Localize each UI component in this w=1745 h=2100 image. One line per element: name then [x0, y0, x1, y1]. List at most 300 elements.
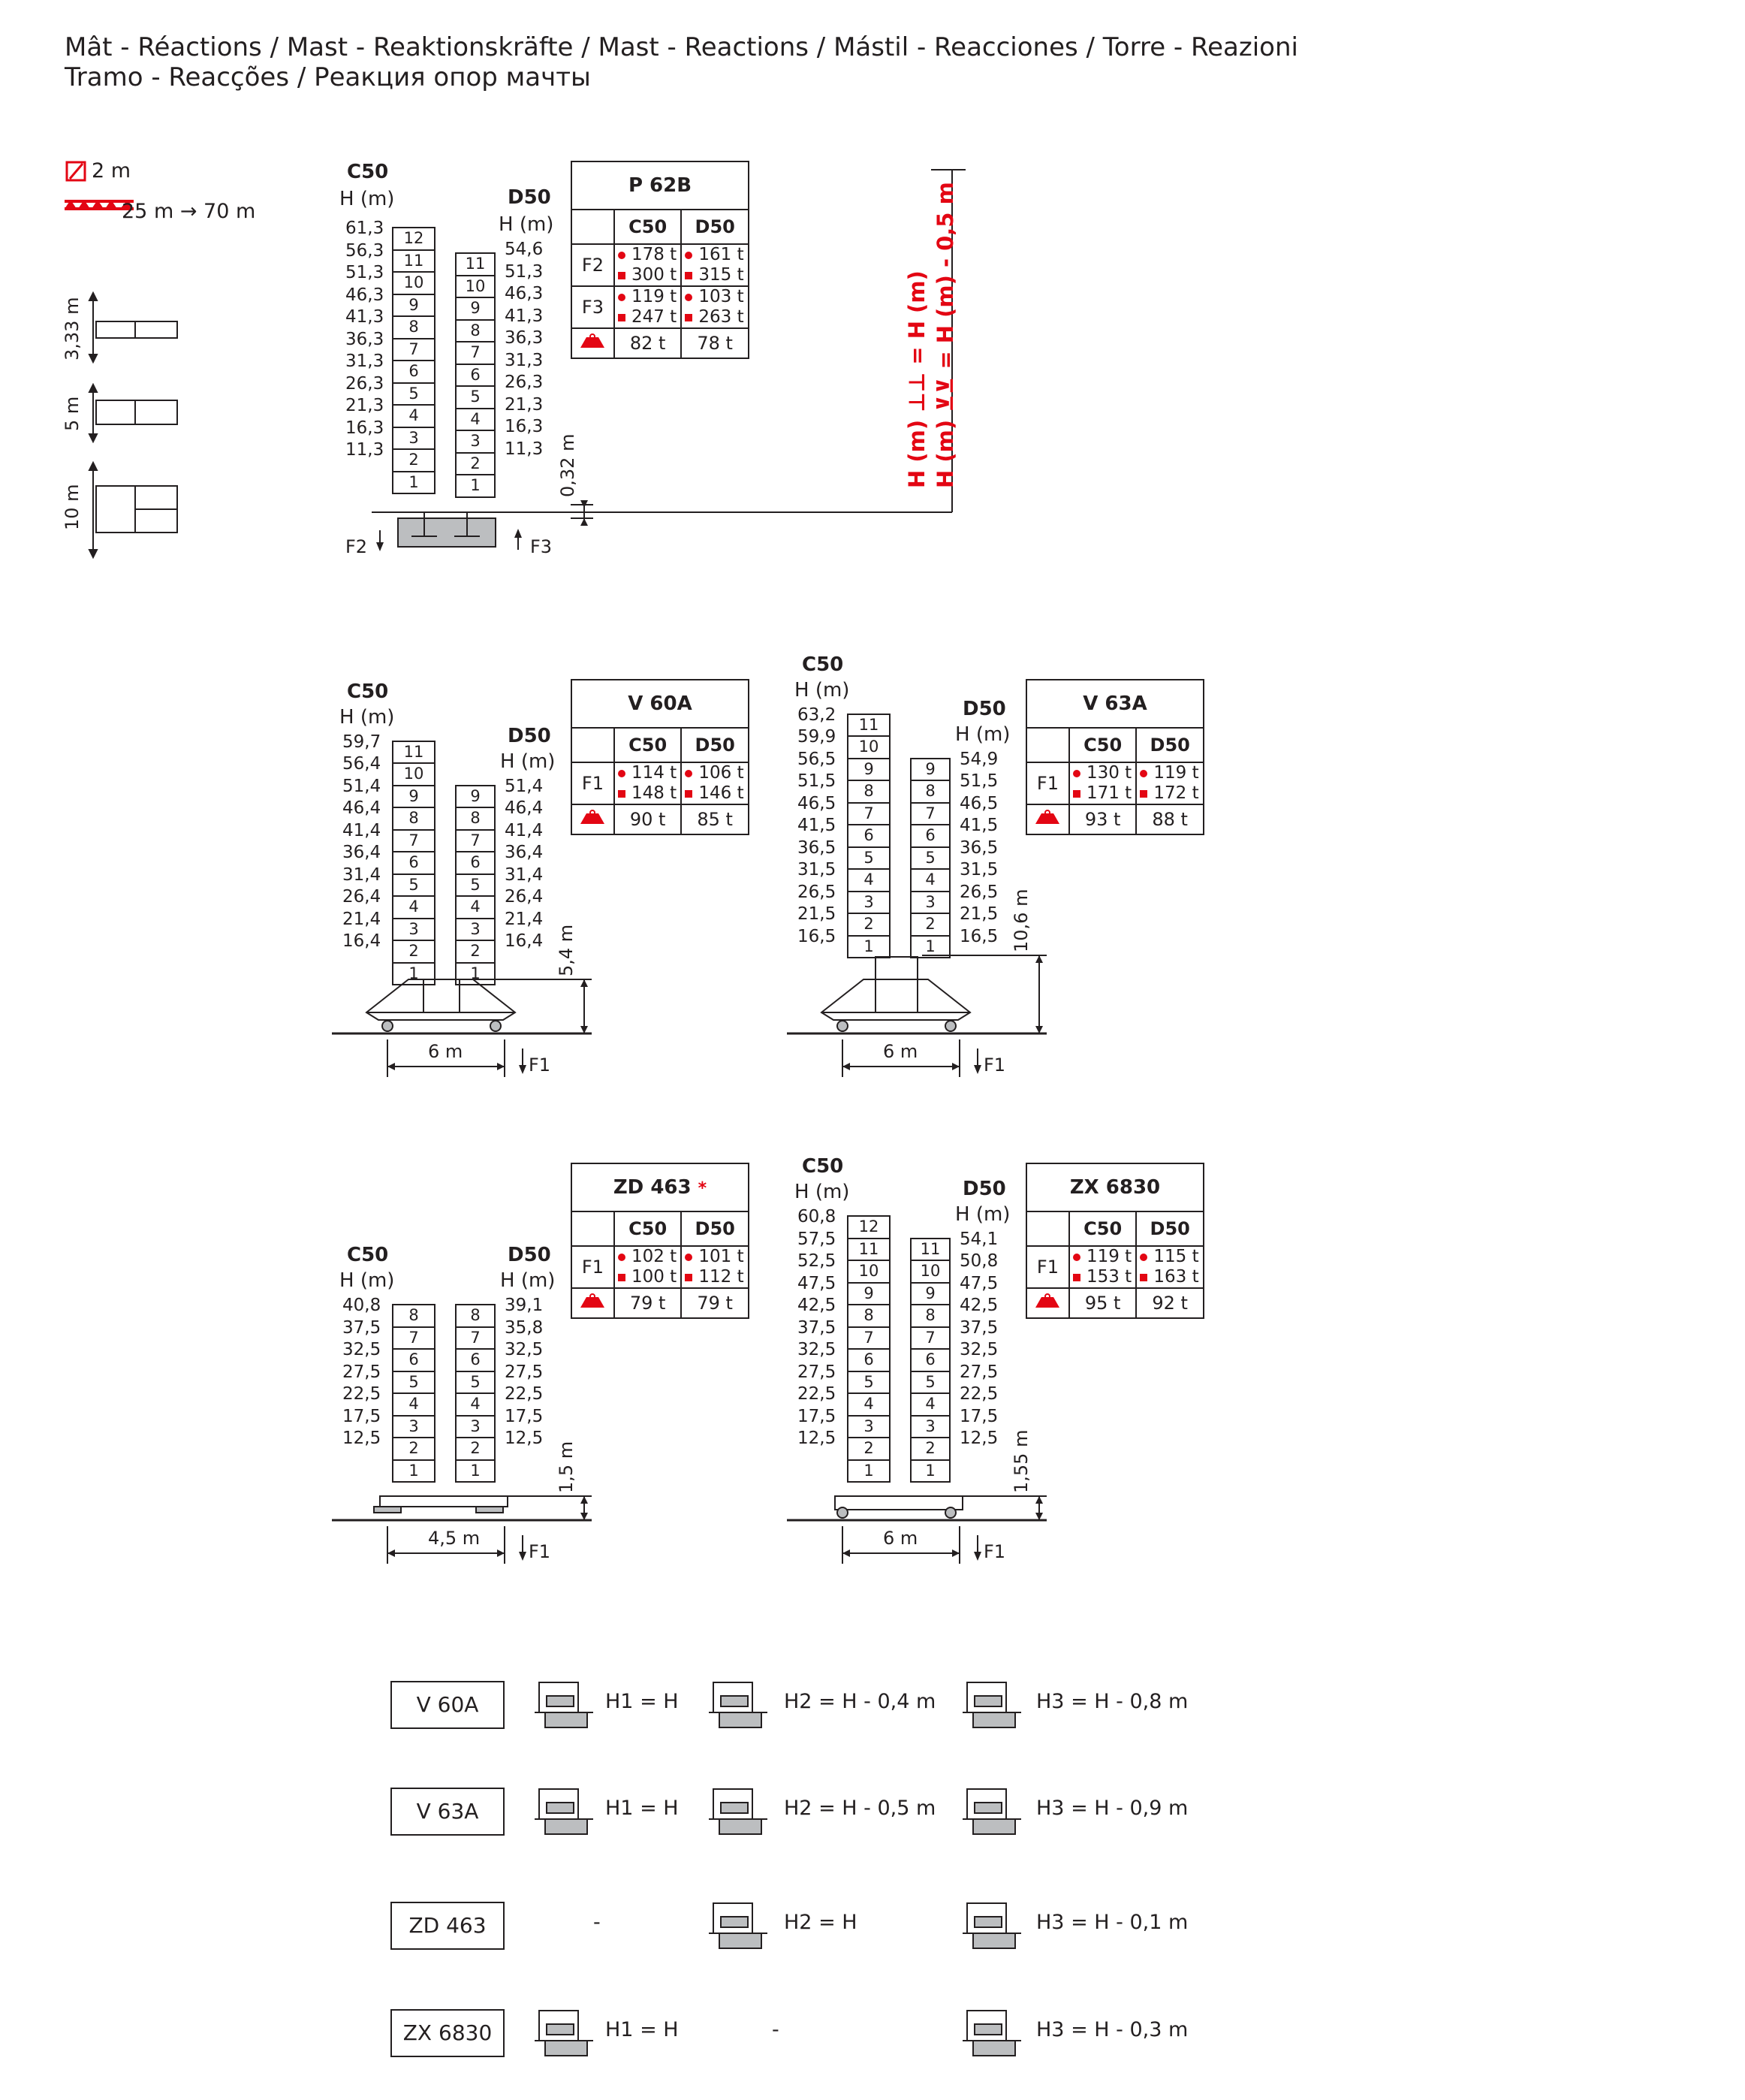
zx6830-c50-section-6: 6 [848, 1350, 889, 1372]
zd463-f1-label: F1 [571, 1246, 614, 1288]
zx6830-c50-section-9: 3 [848, 1417, 889, 1439]
zd463-col-d50: D50 [681, 1211, 749, 1246]
v60a-d50-height-1: 46,4 [505, 798, 544, 818]
v60a-c50-height-9: 16,4 [342, 931, 381, 951]
zd463-height-dim: 1,5 m [556, 1441, 577, 1493]
v60a-c50-height-5: 36,4 [342, 843, 381, 862]
model-box-2: ZD 463 [390, 1902, 505, 1950]
v63a-c50-height-0: 63,2 [797, 705, 836, 725]
zx6830-c50-section-8: 4 [848, 1394, 889, 1417]
zd463-c50-section-6: 2 [393, 1438, 434, 1461]
zd463-d50-height-3: 27,5 [505, 1362, 544, 1382]
zx6830-f1-c50-a: 119 t [1086, 1247, 1132, 1266]
p62b-c50-height-10: 11,3 [345, 440, 384, 460]
v63a-c50-section-3: 8 [848, 781, 889, 804]
v60a-c50-height-1: 56,4 [342, 754, 381, 774]
v63a-c50-hm: H (m) [794, 678, 850, 702]
zd463-d50-section-3: 5 [457, 1372, 494, 1395]
zx6830-c50-title: C50 [802, 1155, 844, 1178]
p62b-c50-height-5: 36,3 [345, 329, 384, 349]
v63a-c50-height-9: 21,5 [797, 904, 836, 924]
p62b-d50-height-4: 36,3 [505, 328, 544, 348]
v60a-c50-section-3: 8 [393, 808, 434, 831]
zx6830-d50-height-6: 27,5 [960, 1362, 999, 1382]
zx6830-d50-section-8: 3 [912, 1417, 949, 1439]
v60a-c50-hm: H (m) [339, 705, 395, 729]
v63a-col-c50: C50 [1069, 728, 1136, 762]
zd463-d50-height-0: 39,1 [505, 1296, 544, 1315]
zx6830-c50-height-9: 17,5 [797, 1406, 836, 1426]
p62b-c50-height-3: 46,3 [345, 285, 384, 305]
v60a-f1-c50-b: 148 t [631, 783, 677, 803]
v60a-f1-label: F1 [571, 762, 614, 804]
p62b-formula-2: H (m) ⊻⊻ = H (m) - 0,5 m [933, 182, 958, 488]
v63a-d50-height-7: 21,5 [960, 904, 999, 924]
zx6830-f1-d50-b: 163 t [1153, 1267, 1199, 1287]
p62b-col-d50: D50 [681, 210, 749, 244]
p62b-f3-d50-b: 263 t [698, 307, 744, 327]
p62b-c50-height-8: 21,3 [345, 396, 384, 415]
zd463-c50-height-5: 17,5 [342, 1406, 381, 1426]
zx6830-d50-height-8: 17,5 [960, 1406, 999, 1426]
zx6830-c50-height-7: 27,5 [797, 1362, 836, 1382]
v63a-d50-height-3: 41,5 [960, 816, 999, 835]
zx6830-c50-height-8: 22,5 [797, 1384, 836, 1404]
v63a-d50-section-2: 7 [912, 804, 949, 826]
p62b-d50-height-7: 21,3 [505, 394, 544, 415]
p62b-c50-section-4: 8 [393, 317, 434, 339]
v60a-f1-d50-b: 146 t [698, 783, 744, 803]
zx6830-height-dim: 1,55 m [1011, 1429, 1032, 1493]
p62b-c50-height-9: 16,3 [345, 418, 384, 438]
zx6830-name: ZX 6830 [1026, 1163, 1204, 1211]
zx6830-d50-section-10: 1 [912, 1461, 949, 1483]
p62b-c50-title: C50 [347, 161, 389, 183]
zx6830-c50-section-2: 10 [848, 1261, 889, 1284]
zx6830-c50-section-11: 1 [848, 1461, 889, 1483]
v63a-c50-height-6: 36,5 [797, 837, 836, 858]
zd463-name: ZD 463 * [571, 1163, 749, 1211]
p62b-f2-d50-a: 161 t [698, 245, 744, 264]
zx6830-c50-height-4: 42,5 [797, 1296, 836, 1315]
p62b-c50-section-1: 11 [393, 251, 434, 273]
zd463-c50-section-1: 7 [393, 1328, 434, 1350]
page-subtitle: Tramo - Reacções / Реакция опор мачты [65, 62, 591, 92]
v63a-force: F1 [984, 1055, 1006, 1076]
p62b-d50-title: D50 [508, 186, 551, 209]
v63a-c50-section-8: 3 [848, 892, 889, 915]
v63a-d50-section-6: 3 [912, 892, 949, 915]
p62b-d50-height-2: 46,3 [505, 284, 544, 303]
zx6830-c50-height-3: 47,5 [797, 1273, 836, 1293]
zx6830-f1-c50-b: 153 t [1086, 1267, 1132, 1287]
page-title: Mât - Réactions / Mast - Reaktionskräfte / Mast - Reactions / Mástil - Reacciones / Torre - Reazioni [65, 32, 1298, 62]
zx6830-d50-section-6: 5 [912, 1372, 949, 1395]
height-h1-3: H1 = H [605, 2018, 679, 2041]
v63a-c50-section-0: 11 [848, 715, 889, 738]
zx6830-d50-title: D50 [963, 1177, 1006, 1200]
p62b-c50-section-6: 6 [393, 361, 434, 384]
zx6830-f1-label: F1 [1026, 1246, 1069, 1288]
v63a-f1-d50-b: 172 t [1153, 783, 1199, 803]
height-h3-0: H3 = H - 0,8 m [1036, 1690, 1189, 1713]
p62b-d50-section-9: 2 [457, 454, 494, 476]
v60a-c50-height-4: 41,4 [342, 820, 381, 840]
zd463-c50-height-4: 22,5 [342, 1384, 381, 1404]
zx6830-base-dim: 6 m [883, 1528, 918, 1549]
zx6830-d50-hm: H (m) [955, 1202, 1011, 1226]
zd463-d50-section-0: 8 [457, 1305, 494, 1328]
section-length-label: 2 m [92, 159, 131, 183]
p62b-f3-c50-a: 119 t [631, 287, 677, 306]
height-h3-2: H3 = H - 0,1 m [1036, 1911, 1189, 1934]
p62b-f2-force: F2 [345, 536, 368, 557]
v63a-height-dim: 10,6 m [1011, 889, 1032, 952]
zd463-d50-section-1: 7 [457, 1328, 494, 1350]
zd463-c50-height-1: 37,5 [342, 1317, 381, 1338]
zd463-d50-section-5: 3 [457, 1417, 494, 1439]
v63a-c50-section-5: 6 [848, 825, 889, 848]
zd463-weight-c50: 79 t [614, 1288, 681, 1318]
zx6830-d50-height-7: 22,5 [960, 1384, 999, 1404]
v60a-height-dim: 5,4 m [556, 924, 577, 976]
zd463-d50-height-1: 35,8 [505, 1317, 544, 1338]
v60a-d50-section-0: 9 [457, 786, 494, 809]
v63a-d50-section-5: 4 [912, 870, 949, 892]
height-h3-3: H3 = H - 0,3 m [1036, 2018, 1189, 2041]
zx6830-d50-section-7: 4 [912, 1394, 949, 1417]
zd463-c50-hm: H (m) [339, 1269, 395, 1292]
v63a-c50-height-8: 26,5 [797, 882, 836, 902]
v63a-d50-height-5: 31,5 [960, 860, 999, 880]
v63a-d50-section-1: 8 [912, 781, 949, 804]
zd463-c50-section-0: 8 [393, 1305, 434, 1328]
zd463-d50-height-5: 17,5 [505, 1406, 544, 1426]
v60a-c50-height-3: 46,4 [342, 798, 381, 818]
v60a-d50-height-2: 41,4 [505, 820, 544, 840]
zx6830-c50-section-3: 9 [848, 1284, 889, 1306]
v60a-c50-height-7: 26,4 [342, 887, 381, 907]
v63a-c50-section-1: 10 [848, 737, 889, 759]
mast-333-label: 3,33 m [62, 297, 83, 361]
zx6830-d50-section-5: 6 [912, 1350, 949, 1372]
p62b-c50-height-4: 41,3 [345, 307, 384, 327]
v63a-c50-section-10: 1 [848, 937, 889, 959]
p62b-d50-section-1: 10 [457, 276, 494, 299]
p62b-d50-section-0: 11 [457, 254, 494, 276]
p62b-c50-section-9: 3 [393, 428, 434, 451]
p62b-f2-c50-a: 178 t [631, 245, 677, 264]
zx6830-c50-section-10: 2 [848, 1438, 889, 1461]
v63a-d50-section-3: 6 [912, 825, 949, 848]
p62b-height-dim: 0,32 m [557, 433, 578, 497]
zd463-d50-section-7: 1 [457, 1461, 494, 1483]
p62b-c50-section-0: 12 [393, 228, 434, 251]
p62b-d50-section-4: 7 [457, 342, 494, 365]
zx6830-d50-section-9: 2 [912, 1438, 949, 1461]
v63a-c50-height-3: 51,5 [797, 771, 836, 791]
v63a-d50-section-7: 2 [912, 914, 949, 937]
height-h2-2: H2 = H [784, 1911, 857, 1934]
zx6830-d50-height-2: 47,5 [960, 1273, 999, 1293]
v60a-d50-hm: H (m) [500, 750, 556, 773]
v63a-c50-title: C50 [802, 653, 844, 676]
zx6830-weight-d50: 92 t [1136, 1288, 1204, 1318]
v63a-f1-label: F1 [1026, 762, 1069, 804]
zd463-d50-height-4: 22,5 [505, 1384, 544, 1404]
v60a-f1-c50-a: 114 t [631, 763, 677, 783]
v60a-force: F1 [529, 1055, 551, 1076]
p62b-d50-height-8: 16,3 [505, 417, 544, 436]
p62b-f2-d50-b: 315 t [698, 265, 744, 285]
v63a-d50-title: D50 [963, 697, 1006, 720]
v60a-f1-d50-a: 106 t [698, 763, 744, 783]
model-box-3: ZX 6830 [390, 2009, 505, 2057]
zx6830-c50-height-1: 57,5 [797, 1229, 836, 1249]
height-h2-3: - [772, 2018, 779, 2041]
p62b-c50-height-1: 56,3 [345, 240, 384, 261]
p62b-d50-hm: H (m) [499, 213, 554, 236]
zx6830-c50-section-7: 5 [848, 1372, 889, 1395]
height-h1-0: H1 = H [605, 1690, 679, 1713]
zd463-c50-section-2: 6 [393, 1350, 434, 1372]
v63a-name: V 63A [1026, 680, 1204, 728]
zd463-c50-height-0: 40,8 [342, 1296, 381, 1315]
v60a-c50-title: C50 [347, 680, 389, 703]
v63a-f1-c50-a: 130 t [1086, 763, 1132, 783]
zx6830-col-d50: D50 [1136, 1211, 1204, 1246]
zd463-f1-c50-a: 102 t [631, 1247, 677, 1266]
zd463-col-c50: C50 [614, 1211, 681, 1246]
p62b-f2-label: F2 [571, 244, 614, 286]
v63a-c50-section-6: 5 [848, 848, 889, 870]
v60a-col-c50: C50 [614, 728, 681, 762]
v60a-c50-height-8: 21,4 [342, 909, 381, 929]
zx6830-c50-section-1: 11 [848, 1239, 889, 1262]
v63a-d50-height-0: 54,9 [960, 749, 999, 769]
v63a-c50-section-9: 2 [848, 914, 889, 937]
p62b-d50-section-8: 3 [457, 431, 494, 454]
p62b-formula-1: H (m) ⊥⊥ = H (m) [904, 270, 930, 488]
zx6830-weight-c50: 95 t [1069, 1288, 1136, 1318]
p62b-c50-section-5: 7 [393, 339, 434, 362]
v63a-d50-height-4: 36,5 [960, 837, 999, 858]
zd463-c50-section-4: 4 [393, 1394, 434, 1417]
zx6830-c50-section-5: 7 [848, 1328, 889, 1350]
height-h1-1: H1 = H [605, 1797, 679, 1820]
p62b-f3-label: F3 [571, 286, 614, 328]
zx6830-d50-section-3: 8 [912, 1305, 949, 1328]
p62b-d50-section-2: 9 [457, 298, 494, 321]
zx6830-d50-section-4: 7 [912, 1328, 949, 1350]
height-h1-2: - [593, 1911, 601, 1934]
zx6830-d50-height-3: 42,5 [960, 1296, 999, 1315]
v63a-d50-height-8: 16,5 [960, 926, 999, 946]
v63a-weight-d50: 88 t [1136, 804, 1204, 834]
v63a-d50-section-4: 5 [912, 848, 949, 870]
zx6830-d50-height-9: 12,5 [960, 1429, 999, 1448]
height-h3-1: H3 = H - 0,9 m [1036, 1797, 1189, 1820]
zd463-c50-title: C50 [347, 1244, 389, 1266]
p62b-c50-section-2: 10 [393, 273, 434, 295]
zx6830-d50-height-0: 54,1 [960, 1229, 999, 1249]
zd463-d50-title: D50 [508, 1244, 551, 1266]
p62b-d50-section-10: 1 [457, 475, 494, 498]
mast-5-label: 5 m [62, 396, 83, 431]
v63a-f1-d50-a: 119 t [1153, 763, 1199, 783]
v60a-d50-height-7: 16,4 [505, 931, 544, 951]
v63a-d50-height-2: 46,5 [960, 793, 999, 813]
v63a-d50-height-1: 51,5 [960, 771, 999, 791]
v63a-c50-section-7: 4 [848, 870, 889, 892]
v60a-d50-section-6: 3 [457, 919, 494, 942]
v63a-c50-height-5: 41,5 [797, 816, 836, 835]
zx6830-d50-height-5: 32,5 [960, 1340, 999, 1359]
p62b-weight-c50: 82 t [614, 328, 681, 358]
zd463-d50-height-6: 12,5 [505, 1429, 544, 1448]
zd463-note-mark: * [698, 1179, 707, 1198]
v63a-base-dim: 6 m [883, 1041, 918, 1062]
mast-10-label: 10 m [62, 484, 83, 530]
zx6830-force: F1 [984, 1541, 1006, 1562]
v60a-col-d50: D50 [681, 728, 749, 762]
p62b-d50-height-6: 26,3 [505, 373, 544, 392]
zd463-c50-height-6: 12,5 [342, 1429, 381, 1448]
v60a-c50-section-8: 3 [393, 919, 434, 942]
zd463-d50-section-2: 6 [457, 1350, 494, 1372]
zx6830-d50-section-2: 9 [912, 1284, 949, 1306]
height-h2-1: H2 = H - 0,5 m [784, 1797, 936, 1820]
p62b-d50-section-6: 5 [457, 387, 494, 409]
v63a-weight-c50: 93 t [1069, 804, 1136, 834]
p62b-f3-force: F3 [530, 536, 553, 557]
v60a-d50-section-4: 5 [457, 875, 494, 898]
v60a-c50-section-2: 9 [393, 786, 434, 809]
p62b-d50-section-5: 6 [457, 365, 494, 388]
p62b-c50-section-8: 4 [393, 406, 434, 428]
p62b-d50-height-1: 51,3 [505, 261, 544, 282]
v60a-d50-height-0: 51,4 [505, 776, 544, 796]
p62b-c50-section-3: 9 [393, 295, 434, 318]
v63a-f1-c50-b: 171 t [1086, 783, 1132, 803]
v63a-c50-height-1: 59,9 [797, 727, 836, 747]
zd463-d50-height-2: 32,5 [505, 1340, 544, 1359]
p62b-f2-c50-b: 300 t [631, 265, 677, 285]
v60a-c50-section-10: 1 [393, 964, 434, 986]
v63a-d50-hm: H (m) [955, 723, 1011, 746]
v60a-base-dim: 6 m [428, 1041, 463, 1062]
v60a-name: V 60A [571, 680, 749, 728]
zx6830-d50-height-1: 50,8 [960, 1251, 999, 1271]
v63a-c50-section-4: 7 [848, 804, 889, 826]
zd463-d50-section-6: 2 [457, 1438, 494, 1461]
p62b-c50-height-2: 51,3 [345, 263, 384, 282]
v60a-d50-section-5: 4 [457, 897, 494, 919]
v60a-d50-section-1: 8 [457, 808, 494, 831]
p62b-c50-height-0: 61,3 [345, 219, 384, 238]
v63a-c50-section-2: 9 [848, 759, 889, 782]
model-box-0: V 60A [390, 1681, 505, 1729]
v60a-c50-section-6: 5 [393, 875, 434, 898]
p62b-c50-section-11: 1 [393, 472, 434, 495]
v60a-d50-section-7: 2 [457, 941, 494, 964]
p62b-d50-height-0: 54,6 [505, 240, 544, 259]
p62b-f3-d50-a: 103 t [698, 287, 744, 306]
zd463-d50-hm: H (m) [500, 1269, 556, 1292]
v63a-c50-height-7: 31,5 [797, 860, 836, 880]
v60a-d50-title: D50 [508, 724, 551, 747]
zd463-f1-d50-b: 112 t [698, 1267, 744, 1287]
v60a-d50-section-8: 1 [457, 964, 494, 986]
v63a-col-d50: D50 [1136, 728, 1204, 762]
v60a-d50-height-3: 36,4 [505, 843, 544, 862]
v60a-d50-section-3: 6 [457, 852, 494, 875]
v60a-c50-section-5: 6 [393, 852, 434, 875]
zx6830-c50-height-10: 12,5 [797, 1429, 836, 1448]
height-h2-0: H2 = H - 0,4 m [784, 1690, 936, 1713]
zx6830-c50-height-6: 32,5 [797, 1340, 836, 1359]
zx6830-d50-section-0: 11 [912, 1239, 949, 1262]
p62b-d50-section-3: 8 [457, 321, 494, 343]
v60a-c50-section-4: 7 [393, 831, 434, 853]
v63a-c50-height-10: 16,5 [797, 926, 836, 946]
v60a-c50-section-0: 11 [393, 742, 434, 765]
v60a-c50-section-9: 2 [393, 941, 434, 964]
p62b-c50-section-10: 2 [393, 450, 434, 472]
p62b-name: P 62B [571, 161, 749, 210]
v60a-c50-section-1: 10 [393, 764, 434, 786]
zd463-c50-section-3: 5 [393, 1372, 434, 1395]
p62b-f3-c50-b: 247 t [631, 307, 677, 327]
p62b-weight-d50: 78 t [681, 328, 749, 358]
p62b-d50-height-9: 11,3 [505, 439, 544, 459]
v60a-d50-height-6: 21,4 [505, 909, 544, 929]
zx6830-c50-section-4: 8 [848, 1305, 889, 1328]
v60a-c50-height-6: 31,4 [342, 864, 381, 885]
p62b-c50-height-7: 26,3 [345, 373, 384, 394]
v63a-c50-height-2: 56,5 [797, 749, 836, 769]
v60a-weight-c50: 90 t [614, 804, 681, 834]
p62b-col-c50: C50 [614, 210, 681, 244]
zx6830-d50-height-4: 37,5 [960, 1317, 999, 1338]
v60a-c50-section-7: 4 [393, 897, 434, 919]
p62b-c50-height-6: 31,3 [345, 352, 384, 371]
zd463-weight-d50: 79 t [681, 1288, 749, 1318]
v63a-d50-section-8: 1 [912, 937, 949, 959]
p62b-d50-height-5: 31,3 [505, 350, 544, 370]
v60a-weight-d50: 85 t [681, 804, 749, 834]
model-box-1: V 63A [390, 1788, 505, 1836]
zd463-f1-d50-a: 101 t [698, 1247, 744, 1266]
p62b-d50-section-7: 4 [457, 409, 494, 432]
zx6830-c50-height-5: 37,5 [797, 1317, 836, 1338]
v60a-d50-height-4: 31,4 [505, 864, 544, 885]
v63a-d50-section-0: 9 [912, 759, 949, 782]
zd463-c50-height-3: 27,5 [342, 1362, 381, 1382]
zd463-base-dim: 4,5 m [428, 1528, 481, 1549]
v63a-d50-height-6: 26,5 [960, 882, 999, 902]
jib-length-label: 25 m → 70 m [122, 200, 256, 223]
zd463-f1-c50-b: 100 t [631, 1267, 677, 1287]
p62b-d50-height-3: 41,3 [505, 306, 544, 326]
zd463-d50-section-4: 4 [457, 1394, 494, 1417]
v60a-c50-height-2: 51,4 [342, 776, 381, 796]
v63a-c50-height-4: 46,5 [797, 793, 836, 813]
zd463-c50-height-2: 32,5 [342, 1340, 381, 1359]
v60a-d50-section-2: 7 [457, 831, 494, 853]
zd463-c50-section-7: 1 [393, 1461, 434, 1483]
zx6830-c50-hm: H (m) [794, 1181, 850, 1203]
